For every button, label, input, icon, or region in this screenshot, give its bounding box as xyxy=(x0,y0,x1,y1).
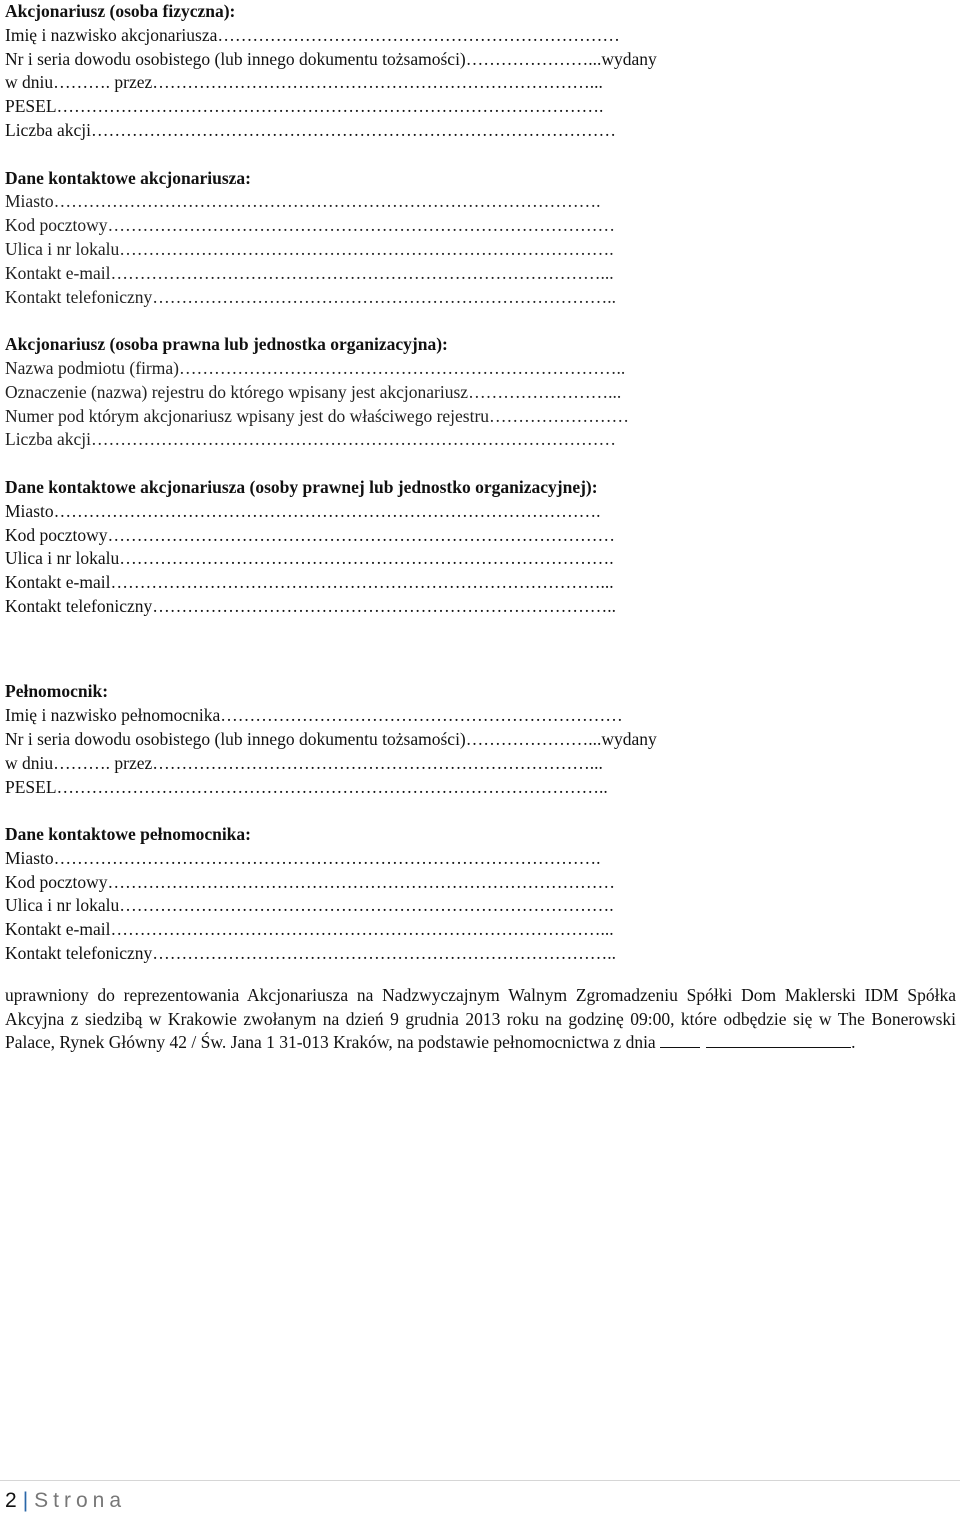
field-proxy-name: Imię i nazwisko pełnomocnika…………………………………………………………… xyxy=(5,705,623,726)
field-city: Miasto…………………………………………………………………………………. xyxy=(5,191,601,212)
field-register-number: Numer pod którym akcjonariusz wpisany jest do właściwego rejestru…………………… xyxy=(5,405,630,426)
field-entity-city: Miasto…………………………………………………………………………………. xyxy=(5,500,601,521)
field-pesel: PESEL…………………………………………………………………………………. xyxy=(5,96,604,117)
field-proxy-postal-code: Kod pocztowy…………………………………………………………………………… xyxy=(5,871,616,892)
date-blank-short xyxy=(660,1032,700,1048)
field-proxy-issued-date: w dniu………. przez…………………………………………………………………... xyxy=(5,752,603,773)
field-postal-code: Kod pocztowy…………………………………………………………………………… xyxy=(5,215,616,236)
document-page xyxy=(5,0,957,1055)
field-proxy-city: Miasto…………………………………………………………………………………. xyxy=(5,847,601,868)
field-shareholder-name: Imię i nazwisko akcjonariusza…………………………………………………………… xyxy=(5,24,620,45)
footer-divider xyxy=(0,1480,960,1481)
field-proxy-email: Kontakt e-mail…………………………………………………………………………... xyxy=(5,919,614,940)
field-street: Ulica i nr lokalu…………………………………………………………………………. xyxy=(5,238,614,259)
field-register-name: Oznaczenie (nazwa) rejestru do którego wpisany jest akcjonariusz……………………... xyxy=(5,381,622,402)
page-number: 2 xyxy=(5,1489,17,1512)
field-proxy-phone: Kontakt telefoniczny…………………………………………………………………….. xyxy=(5,943,616,964)
field-entity-email: Kontakt e-mail…………………………………………………………………………... xyxy=(5,572,614,593)
page-separator: | xyxy=(22,1489,29,1512)
section-title-shareholder-person: Akcjonariusz (osoba fizyczna): xyxy=(5,1,236,21)
field-proxy-id-document: Nr i seria dowodu osobistego (lub innego dokumentu tożsamości)…………………...wydany xyxy=(5,728,657,749)
field-issued-date: w dniu………. przez…………………………………………………………………... xyxy=(5,72,603,93)
page-label: Strona xyxy=(34,1489,127,1512)
field-id-document: Nr i seria dowodu osobistego (lub innego dokumentu tożsamości)…………………...wydany xyxy=(5,48,657,69)
field-proxy-street: Ulica i nr lokalu…………………………………………………………………………. xyxy=(5,895,614,916)
section-title-proxy-contact: Dane kontaktowe pełnomocnika: xyxy=(5,824,251,845)
field-phone: Kontakt telefoniczny…………………………………………………………………….. xyxy=(5,286,616,307)
field-entity-share-count: Liczba akcji……………………………………………………………………………… xyxy=(5,429,616,450)
field-entity-street: Ulica i nr lokalu…………………………………………………………………………. xyxy=(5,548,614,569)
field-email: Kontakt e-mail…………………………………………………………………………... xyxy=(5,262,614,283)
authorization-paragraph xyxy=(5,984,956,1055)
field-proxy-pesel: PESEL………………………………………………………………………………….. xyxy=(5,776,608,797)
authorization-text: uprawniony do reprezentowania Akcjonariusza na Nadzwyczajnym Walnym Zgromadzeniu Spółki Dom Maklerski IDM Spółka Akcyjna z siedzibą w Krakowie zwołanym na dzień 9 grudnia 2013 roku na godzinę 09:00, które odbędzie się w The Bonerowski Palace, Rynek Główny 42 / Św. Jana 1 31-013 Kraków, na podstawie pełnomocnictwa z dnia xyxy=(5,984,956,1053)
field-entity-postal-code: Kod pocztowy…………………………………………………………………………… xyxy=(5,524,616,545)
section-title-entity-contact: Dane kontaktowe akcjonariusza (osoby prawnej lub jednostko organizacyjnej): xyxy=(5,476,598,497)
field-entity-phone: Kontakt telefoniczny…………………………………………………………………….. xyxy=(5,595,616,616)
footer-text xyxy=(5,1489,126,1513)
field-share-count: Liczba akcji……………………………………………………………………………… xyxy=(5,119,616,140)
field-entity-name: Nazwa podmiotu (firma)………………………………………………………………….. xyxy=(5,357,626,378)
section-title-shareholder-contact: Dane kontaktowe akcjonariusza: xyxy=(5,167,251,188)
section-title-shareholder-entity: Akcjonariusz (osoba prawna lub jednostka organizacyjna): xyxy=(5,334,448,355)
authorization-end: . xyxy=(851,1032,856,1053)
section-title-proxy: Pełnomocnik: xyxy=(5,681,109,702)
date-blank-long xyxy=(706,1032,851,1048)
